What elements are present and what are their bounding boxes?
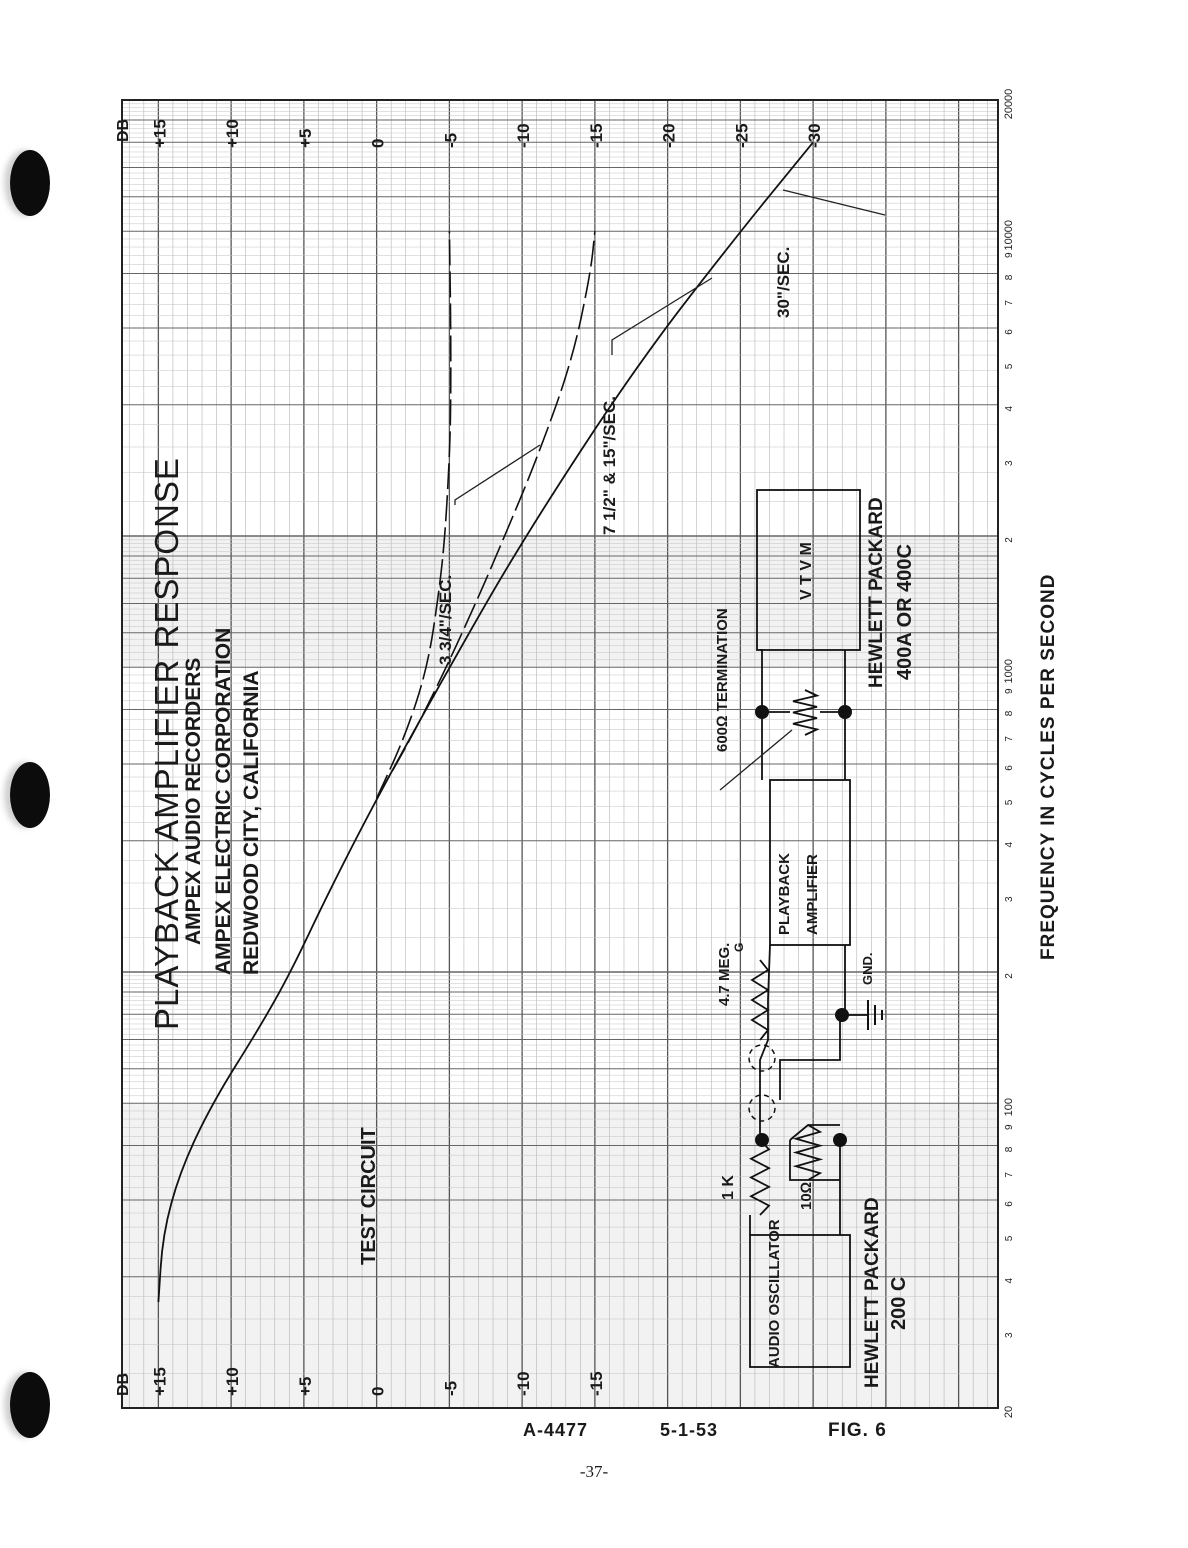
resistor-10ohm-label: 10Ω [798,1181,815,1210]
y-tick-label: -25 [732,123,752,148]
y-axis-title: DB [115,118,133,142]
x-tick-label: 1000 [1003,659,1015,684]
x-tick-label: 5 [1004,799,1015,806]
oscillator-label: AUDIO OSCILLATOR [766,1219,783,1368]
y-tick-label: +5 [295,1376,315,1396]
oscillator-maker: HEWLETT PACKARD [862,1197,883,1388]
vtvm-model: 400A OR 400C [894,544,916,680]
y-tick-label: -15 [586,123,606,148]
oscillator-model: 200 C [888,1276,910,1330]
junction-dot [755,705,769,719]
y-tick-label: -10 [514,1371,534,1396]
x-tick-label: 9 [1004,1124,1015,1130]
chart-subtitle-line3: AMPEX ELECTRIC CORPORATION [212,627,235,975]
x-tick-label: 20000 [1003,88,1015,120]
x-tick-label: 8 [1004,710,1015,717]
y-tick-label: -20 [659,123,679,148]
x-tick-label: 6 [1004,765,1015,771]
junction-dot [838,705,852,719]
resistor-1k-label: 1 K [720,1175,737,1200]
y-tick-label: +15 [150,119,170,148]
x-tick-label: 3 [1004,460,1015,467]
y-tick-label: +15 [150,1367,170,1396]
junction-dot [833,1133,847,1147]
y-tick-label: 0 [368,138,388,148]
y-tick-label: +5 [295,128,315,148]
x-tick-label: 4 [1004,841,1015,848]
series-line-2 [377,231,595,798]
x-tick-label: 8 [1004,274,1015,281]
drawing-number: A-4477 [523,1420,589,1440]
x-tick-label: 6 [1004,329,1015,335]
junction-dot [755,1133,769,1147]
y-tick-label: -5 [441,132,461,148]
x-tick-label: 9 [1004,252,1015,258]
drawing-date: 5-1-53 [660,1420,719,1440]
x-tick-label: 100 [1003,1098,1015,1117]
amplifier-label-2: AMPLIFIER [804,854,821,935]
x-tick-label: 5 [1004,1235,1015,1242]
y-tick-label: +10 [223,1367,243,1396]
amplifier-label-1: PLAYBACK [776,853,793,935]
leader-3-75 [455,445,540,505]
figure-label: FIG. 6 [828,1420,887,1441]
y-axis-title: DB [115,1372,133,1396]
test-circuit-heading: TEST CIRCUIT [358,1127,380,1265]
x-tick-label: 2 [1004,537,1015,543]
x-tick-label: 7 [1004,736,1015,742]
x-tick-label: 10000 [1003,219,1015,251]
x-tick-label: 7 [1004,300,1015,306]
chart-title: PLAYBACK AMPLIFIER RESPONSE [148,457,185,1030]
chart-subtitle-line4: REDWOOD CITY, CALIFORNIA [240,670,263,975]
x-tick-label: 6 [1004,1201,1015,1207]
termination-label: 600Ω TERMINATION [714,608,731,752]
x-tick-label: 7 [1004,1172,1015,1178]
resistor-4-7meg-label: 4.7 MEG. [716,942,733,1006]
series-label-3-75: 3 3/4"/SEC. [436,574,455,665]
x-tick-label: 9 [1004,688,1015,694]
y-tick-label: -5 [441,1380,461,1396]
series-line-1 [377,231,451,798]
ground-label: GND. [860,952,875,985]
page-number: -37- [579,1462,609,1481]
x-tick-label: 4 [1004,1277,1015,1284]
y-tick-label: -10 [514,123,534,148]
coupling-capacitor [749,1045,775,1071]
y-tick-label: -30 [805,123,825,148]
grid-g-label: G [732,942,746,952]
x-tick-label: 4 [1004,405,1015,412]
series-label-7-5-15: 7 1/2" & 15"/SEC. [600,396,619,535]
chart-subtitle-line2: AMPEX AUDIO RECORDERS [182,657,205,945]
series-label-30: 30"/SEC. [774,246,793,318]
wire [780,1010,840,1100]
x-tick-label: 5 [1004,363,1015,370]
x-tick-label: 2 [1004,973,1015,979]
x-tick-label: 20 [1003,1405,1015,1419]
x-tick-label: 3 [1004,896,1015,903]
x-axis-title: FREQUENCY IN CYCLES PER SECOND [1038,573,1059,960]
vtvm-label: V T V M [798,542,815,600]
x-tick-label: 3 [1004,1332,1015,1339]
y-tick-label: +10 [223,119,243,148]
y-tick-label: 0 [368,1386,388,1396]
y-tick-label: -15 [586,1371,606,1396]
vtvm-maker: HEWLETT PACKARD [866,497,887,688]
x-tick-label: 8 [1004,1146,1015,1153]
